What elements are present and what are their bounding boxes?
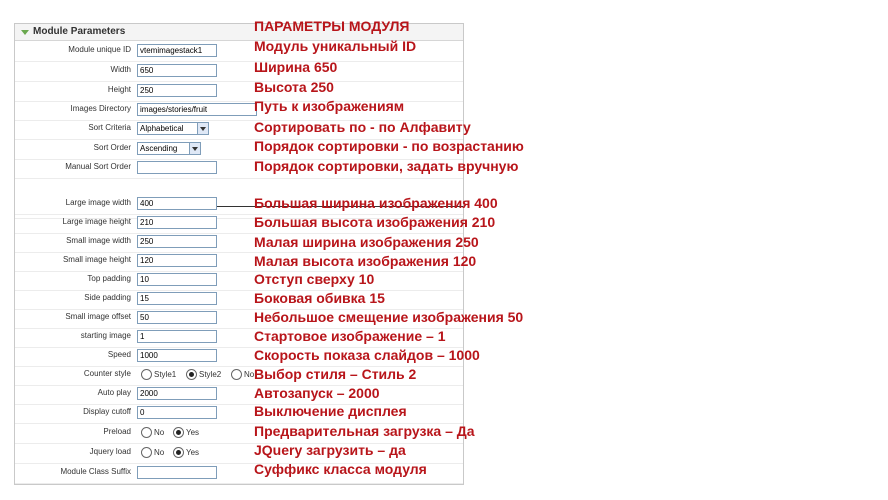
annotation: Большая высота изображения 210 <box>254 214 496 230</box>
side-padding-input[interactable]: 15 <box>137 292 217 305</box>
module-id-input[interactable]: vtemimagestack1 <box>137 44 217 57</box>
display-cutoff-input[interactable]: 0 <box>137 406 217 419</box>
speed-input[interactable]: 1000 <box>137 349 217 362</box>
large-height-label: Large image height <box>62 217 131 226</box>
row-top-padding <box>15 271 463 291</box>
annotation: Предварительная загрузка – Да <box>254 423 475 439</box>
style1-radio[interactable] <box>141 369 152 380</box>
annotation: Порядок сортировки, задать вручную <box>254 158 519 174</box>
annotation: Малая высота изображения 120 <box>254 253 477 269</box>
sort-order-select[interactable] <box>137 142 201 155</box>
annotation: Скорость показа слайдов – 1000 <box>254 347 480 363</box>
large-width-label: Large image width <box>65 198 131 207</box>
counter-style-label: Counter style <box>83 369 131 378</box>
chevron-down-icon[interactable] <box>189 143 200 154</box>
sort-criteria-value: Alphabetical <box>140 124 184 133</box>
class-suffix-label: Module Class Suffix <box>60 467 131 476</box>
preload-no-radio[interactable] <box>141 427 152 438</box>
images-dir-label: Images Directory <box>70 104 131 113</box>
preload-yes-radio[interactable] <box>173 427 184 438</box>
sort-order-label: Sort Order <box>93 143 131 152</box>
annotation: Отступ сверху 10 <box>254 271 375 287</box>
width-label: Width <box>110 65 131 74</box>
auto-play-input[interactable]: 2000 <box>137 387 217 400</box>
starting-image-label: starting image <box>80 331 131 340</box>
annotation: Малая ширина изображения 250 <box>254 234 479 250</box>
no-style-label: No <box>244 370 255 379</box>
small-width-label: Small image width <box>66 236 131 245</box>
annotation: Порядок сортировки - по возрастанию <box>254 138 524 154</box>
annotation: Выбор стиля – Стиль 2 <box>254 366 417 382</box>
preload-yes-label: Yes <box>186 428 200 437</box>
height-input[interactable]: 250 <box>137 84 217 97</box>
small-width-input[interactable]: 250 <box>137 235 217 248</box>
sort-criteria-select[interactable] <box>137 122 209 135</box>
speed-label: Speed <box>107 350 131 359</box>
preload-label: Preload <box>103 427 131 436</box>
jquery-yes-radio[interactable] <box>173 447 184 458</box>
top-padding-input[interactable]: 10 <box>137 273 217 286</box>
annotation: Путь к изображениям <box>254 98 405 114</box>
jquery-no-radio[interactable] <box>141 447 152 458</box>
style1-label: Style1 <box>154 370 177 379</box>
small-height-label: Small image height <box>62 255 131 264</box>
chevron-down-icon[interactable] <box>197 123 208 134</box>
side-padding-label: Side padding <box>84 293 131 302</box>
annotation: Боковая обивка 15 <box>254 290 385 306</box>
width-input[interactable]: 650 <box>137 64 217 77</box>
large-width-input[interactable]: 400 <box>137 197 217 210</box>
no-style-radio[interactable] <box>231 369 242 380</box>
class-suffix-input[interactable] <box>137 466 217 479</box>
annotation: Небольшое смещение изображения 50 <box>254 309 524 325</box>
annotation: Большая ширина изображения 400 <box>254 195 498 211</box>
large-height-input[interactable]: 210 <box>137 216 217 229</box>
annotation: Стартовое изображение – 1 <box>254 328 446 344</box>
annotation: ПАРАМЕТРЫ МОДУЛЯ <box>254 18 410 34</box>
jquery-yes-label: Yes <box>186 448 200 457</box>
row-width <box>15 62 463 82</box>
height-label: Height <box>107 85 131 94</box>
panel-title: Module Parameters <box>33 26 126 37</box>
jquery-label: Jquery load <box>89 447 131 456</box>
annotation: Выключение дисплея <box>254 403 407 419</box>
manual-sort-input[interactable] <box>137 161 217 174</box>
small-offset-label: Small image offset <box>65 312 131 321</box>
style2-label: Style2 <box>199 370 222 379</box>
annotation: Суффикс класса модуля <box>254 461 427 477</box>
images-dir-input[interactable]: images/stories/fruit <box>137 103 257 116</box>
annotation: Модуль уникальный ID <box>254 38 417 54</box>
display-cutoff-label: Display cutoff <box>83 407 131 416</box>
row-auto-play <box>15 385 463 405</box>
small-offset-input[interactable]: 50 <box>137 311 217 324</box>
annotation: Высота 250 <box>254 79 334 95</box>
sort-criteria-label: Sort Criteria <box>88 123 131 132</box>
annotation: Сортировать по - по Алфавиту <box>254 119 471 135</box>
annotation: Ширина 650 <box>254 59 338 75</box>
expand-triangle-icon[interactable] <box>21 30 29 35</box>
starting-image-input[interactable]: 1 <box>137 330 217 343</box>
manual-sort-label: Manual Sort Order <box>65 162 131 171</box>
top-padding-label: Top padding <box>87 274 131 283</box>
style2-radio[interactable] <box>186 369 197 380</box>
sort-order-value: Ascending <box>140 144 178 153</box>
annotation: JQuery загрузить – да <box>254 442 406 458</box>
annotation: Автозапуск – 2000 <box>254 385 380 401</box>
module-id-label: Module unique ID <box>68 45 131 54</box>
jquery-no-label: No <box>154 448 165 457</box>
row-side-padding <box>15 290 463 310</box>
small-height-input[interactable]: 120 <box>137 254 217 267</box>
auto-play-label: Auto play <box>97 388 131 397</box>
preload-no-label: No <box>154 428 165 437</box>
